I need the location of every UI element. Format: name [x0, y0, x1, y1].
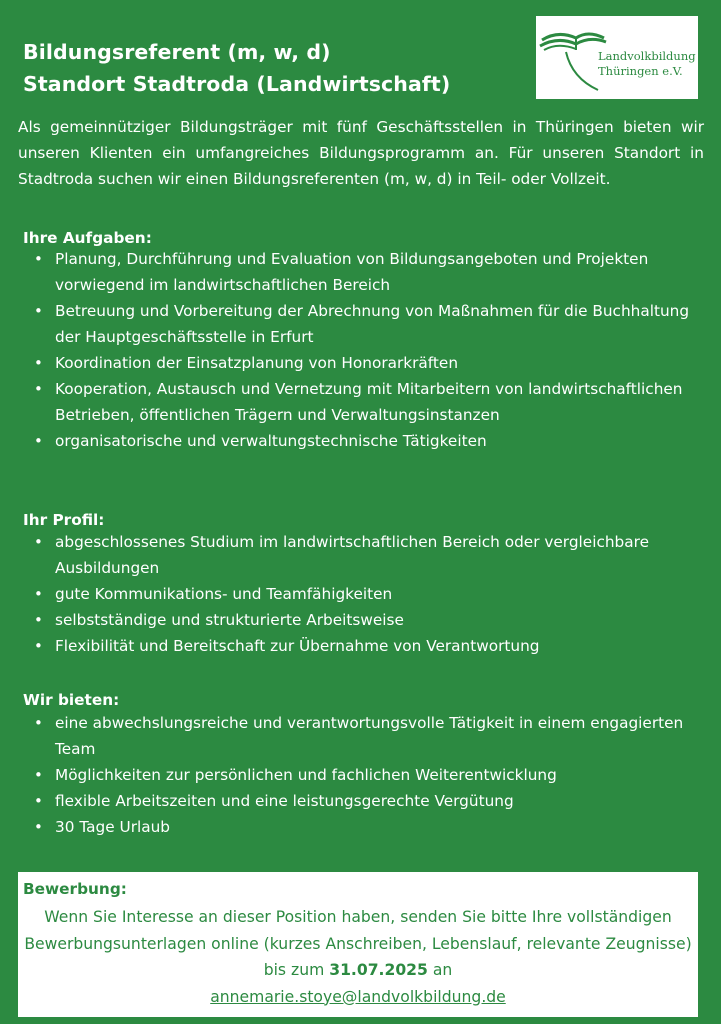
application-text-before: Wenn Sie Interesse an dieser Position haben, senden Sie bitte Ihre vollständigen Bewerbungsunterlagen online (kurzes Anschreiben, Lebenslauf, relevante Zeugnisse) bis zum	[24, 908, 692, 979]
list-item: • organisatorische und verwaltungstechnische Tätigkeiten	[33, 428, 703, 454]
list-item: • selbstständige und strukturierte Arbeitsweise	[33, 607, 703, 633]
list-item: • flexible Arbeitszeiten und eine leistungsgerechte Vergütung	[33, 788, 703, 814]
bullet-icon: •	[34, 637, 43, 655]
bullet-icon: •	[34, 354, 43, 372]
title-line-1: Bildungsreferent (m, w, d)	[23, 40, 331, 64]
application-deadline: 31.07.2025	[329, 961, 428, 979]
list-item: • gute Kommunikations- und Teamfähigkeiten	[33, 581, 703, 607]
logo-text	[598, 49, 696, 79]
offer-heading: Wir bieten:	[23, 691, 120, 709]
bullet-icon: •	[34, 432, 43, 450]
list-item: • eine abwechslungsreiche und verantwortungsvolle Tätigkeit in einem engagierten Team	[33, 710, 703, 762]
title-line-2: Standort Stadtroda (Landwirtschaft)	[23, 72, 451, 96]
list-item: • Kooperation, Austausch und Vernetzung mit Mitarbeitern von landwirtschaftlichen Betrieben, öffentlichen Trägern und Verwaltungsinstanzen	[33, 376, 703, 428]
bullet-icon: •	[34, 585, 43, 603]
bullet-icon: •	[34, 533, 43, 551]
application-box	[18, 872, 698, 1017]
profile-list	[33, 529, 703, 659]
tasks-list	[33, 246, 703, 454]
bullet-icon: •	[34, 792, 43, 810]
bullet-icon: •	[34, 250, 43, 268]
intro-paragraph: Als gemeinnütziger Bildungsträger mit fünf Geschäftsstellen in Thüringen bieten wir unseren Klienten ein umfangreiches Bildungsprogramm an. Für unseren Standort in Stadtroda suchen wir einen Bildungsreferenten (m, w, d) in Teil- oder Vollzeit.	[18, 118, 704, 188]
bullet-icon: •	[34, 302, 43, 320]
bullet-icon: •	[34, 714, 43, 732]
profile-heading: Ihr Profil:	[23, 511, 105, 529]
list-item: • Betreuung und Vorbereitung der Abrechnung von Maßnahmen für die Buchhaltung der Hauptgeschäftsstelle in Erfurt	[33, 298, 703, 350]
application-text	[18, 904, 698, 1010]
bullet-icon: •	[34, 818, 43, 836]
offer-list	[33, 710, 703, 840]
page-title	[23, 36, 523, 100]
tasks-heading: Ihre Aufgaben:	[23, 229, 152, 247]
list-item: • Koordination der Einsatzplanung von Honorarkräften	[33, 350, 703, 376]
application-heading: Bewerbung:	[23, 880, 127, 898]
bullet-icon: •	[34, 380, 43, 398]
logo-line-1: Landvolkbildung	[598, 49, 696, 63]
list-item: • 30 Tage Urlaub	[33, 814, 703, 840]
email-link[interactable]: annemarie.stoye@landvolkbildung.de	[210, 987, 506, 1006]
list-item: • Möglichkeiten zur persönlichen und fachlichen Weiterentwicklung	[33, 762, 703, 788]
list-item: • Planung, Durchführung und Evaluation von Bildungsangeboten und Projekten vorwiegend im landwirtschaftlichen Bereich	[33, 246, 703, 298]
organization-logo	[536, 16, 698, 99]
list-item: • Flexibilität und Bereitschaft zur Übernahme von Verantwortung	[33, 633, 703, 659]
application-text-after: an	[427, 961, 453, 979]
logo-line-2: Thüringen e.V.	[598, 64, 683, 78]
bullet-icon: •	[34, 766, 43, 784]
bullet-icon: •	[34, 611, 43, 629]
list-item: • abgeschlossenes Studium im landwirtschaftlichen Bereich oder vergleichbare Ausbildungen	[33, 529, 703, 581]
